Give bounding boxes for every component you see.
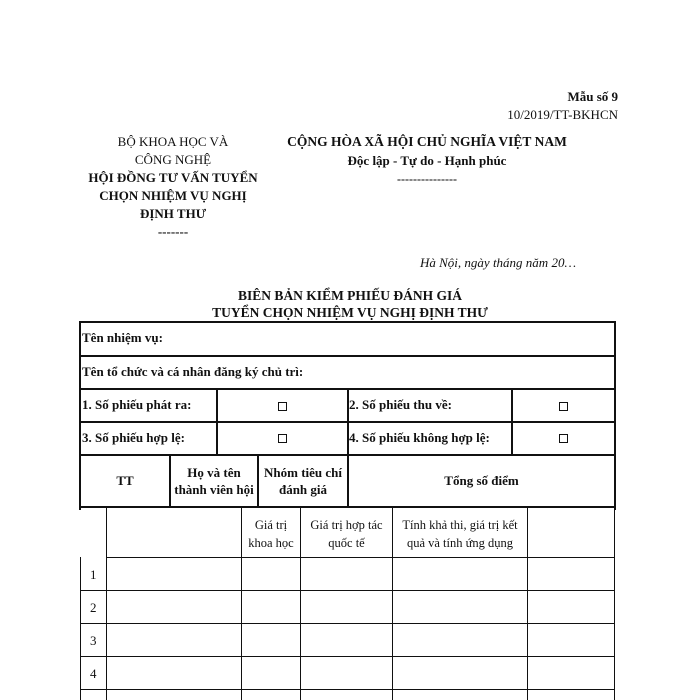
subheader-science-value [242, 516, 300, 552]
task-name-label: Tên nhiệm vụ: [82, 330, 163, 345]
row-divider [79, 355, 616, 357]
col-divider [614, 508, 615, 700]
country-name: CỘNG HÒA XÃ HỘI CHỦ NGHĨA VIỆT NAM [287, 134, 567, 149]
row-divider [79, 506, 616, 508]
col-header-member [171, 464, 257, 506]
row-divider [106, 557, 615, 558]
form-number: Mẫu số 9 [567, 89, 618, 104]
row-divider [80, 590, 615, 591]
subheader-feasibility [393, 516, 527, 552]
ministry-name-line2: CÔNG NGHỆ [134, 152, 212, 167]
subheader-feasibility-line2: quả và tính ứng dụng [406, 536, 514, 550]
circular-number: 10/2019/TT-BKHCN [507, 107, 618, 122]
national-header [277, 132, 577, 189]
table-border-top [79, 321, 616, 323]
subheader-science-line2: khoa học [248, 536, 294, 550]
col-header-member-line2: thành viên hội [174, 482, 254, 497]
ministry-name-line1: BỘ KHOA HỌC VÀ [117, 134, 229, 149]
col-header-criteria-line2: đánh giá [278, 482, 328, 497]
table-row-number: 1 [90, 567, 97, 582]
col-divider [527, 508, 528, 700]
col-header-member-line1: Họ và tên [187, 465, 241, 480]
subheader-science-line1: Giá trị [254, 518, 288, 532]
checkbox-icon[interactable] [278, 402, 287, 411]
org-label: Tên tổ chức và cá nhân đăng ký chủ trì: [82, 364, 304, 379]
subheader-feasibility-line1: Tính khả thi, giá trị kết [402, 518, 518, 532]
col-header-criteria-group [259, 464, 347, 498]
table-border-right [614, 321, 616, 510]
place-date: Hà Nội, ngày tháng năm 20… [420, 255, 576, 270]
council-name-line3: ĐỊNH THƯ [139, 206, 207, 221]
left-separator: ------- [157, 224, 189, 239]
col-divider [106, 508, 107, 700]
table-row-number: 2 [90, 600, 97, 615]
col-header-total-score: Tổng số điểm [444, 473, 519, 488]
checkbox-icon[interactable] [559, 434, 568, 443]
title-line2: TUYỂN CHỌN NHIỆM VỤ NGHỊ ĐỊNH THƯ [212, 305, 488, 320]
document-title [140, 287, 560, 321]
ballots-received-label: 2. Số phiếu thu về: [349, 397, 452, 412]
table-row-number: 4 [90, 666, 97, 681]
right-separator: --------------- [397, 172, 457, 186]
subheader-coop-line1: Giá trị hợp tác [310, 518, 383, 532]
row-divider [80, 623, 615, 624]
row-divider [80, 689, 615, 690]
council-name-line2: CHỌN NHIỆM VỤ NGHỊ [99, 188, 247, 203]
ballots-valid-label: 3. Số phiếu hợp lệ: [82, 430, 185, 445]
checkbox-icon[interactable] [559, 402, 568, 411]
national-motto: Độc lập - Tự do - Hạnh phúc [347, 153, 507, 168]
title-line1: BIÊN BẢN KIỂM PHIẾU ĐÁNH GIÁ [238, 288, 462, 303]
row-divider [80, 656, 615, 657]
ballots-invalid-label: 4. Số phiếu không hợp lệ: [349, 430, 490, 445]
subheader-international-coop [301, 516, 392, 552]
col-header-criteria-line1: Nhóm tiêu chí [264, 465, 342, 480]
col-divider [216, 388, 218, 456]
ballots-issued-label: 1. Số phiếu phát ra: [82, 397, 192, 412]
table-row-number: 3 [90, 633, 97, 648]
col-header-tt: TT [116, 473, 134, 488]
subheader-coop-line2: quốc tế [328, 536, 365, 550]
council-name-line1: HỘI ĐỒNG TƯ VẤN TUYỂN [88, 170, 258, 185]
col-divider [511, 388, 513, 456]
checkbox-icon[interactable] [278, 434, 287, 443]
issuing-body-block [78, 133, 268, 241]
col-divider [80, 557, 81, 700]
